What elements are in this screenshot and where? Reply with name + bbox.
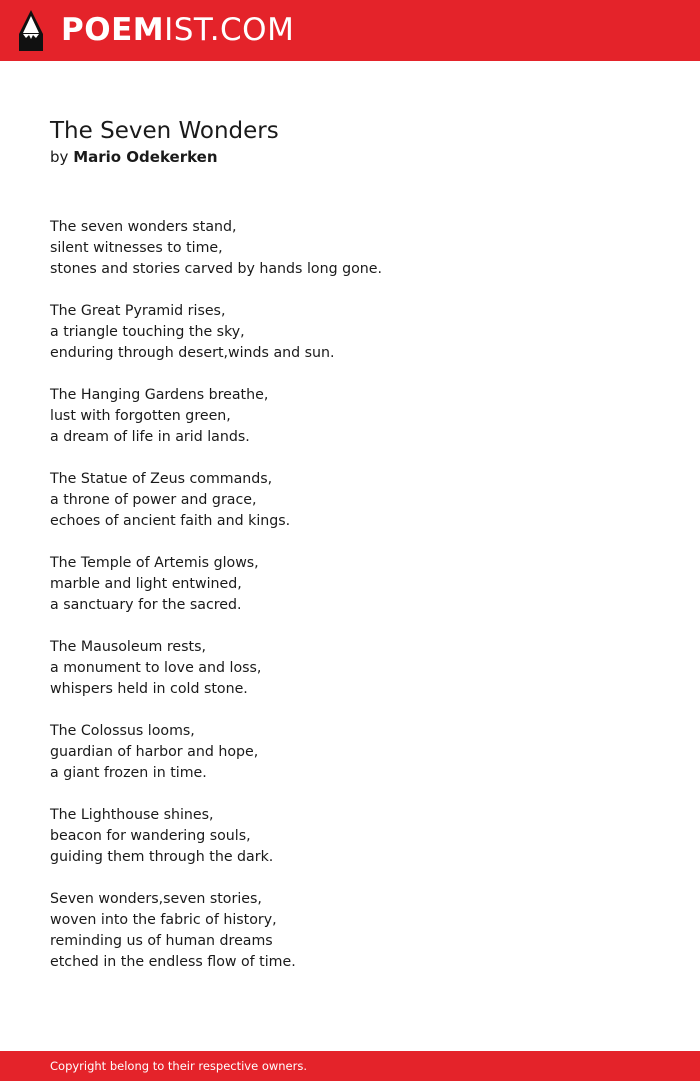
by-label: by (50, 148, 69, 166)
stanza (50, 805, 650, 868)
stanza (50, 889, 650, 973)
poem-line: a giant frozen in time. (50, 765, 207, 781)
site-logo[interactable] (61, 10, 294, 50)
poem-line: marble and light entwined, (50, 576, 242, 592)
poem-line: a monument to love and loss, (50, 660, 262, 676)
poem-line: The Great Pyramid rises, (50, 303, 226, 319)
poem-line: whispers held in cold stone. (50, 681, 248, 697)
poem-line: guiding them through the dark. (50, 849, 274, 865)
poem-line: a sanctuary for the sacred. (50, 597, 242, 613)
site-footer (0, 1051, 700, 1081)
poem-line: The Mausoleum rests, (50, 639, 206, 655)
poem-line: Seven wonders,seven stories, (50, 891, 262, 907)
poem-line: The Lighthouse shines, (50, 807, 214, 823)
poem-body (50, 217, 650, 973)
stanza (50, 637, 650, 700)
poem-line: etched in the endless flow of time. (50, 954, 296, 970)
copyright-text: Copyright belong to their respective owners. (50, 1059, 308, 1073)
poem-line: stones and stories carved by hands long gone. (50, 261, 383, 277)
poem-line: The Colossus looms, (50, 723, 195, 739)
pen-nib-icon[interactable] (18, 10, 44, 51)
stanza (50, 469, 650, 532)
poem-line: The Temple of Artemis glows, (50, 555, 259, 571)
author-name: Mario Odekerken (73, 148, 218, 166)
poem-line: woven into the fabric of history, (50, 912, 277, 928)
poem-line: The seven wonders stand, (50, 219, 237, 235)
stanza (50, 217, 650, 280)
byline (50, 146, 650, 168)
stanza (50, 553, 650, 616)
site-header (0, 0, 700, 61)
logo-text-bold: POEM (61, 12, 165, 48)
poem-content (50, 116, 650, 994)
poem-line: lust with forgotten green, (50, 408, 231, 424)
poem-title: The Seven Wonders (50, 118, 279, 144)
poem-line: guardian of harbor and hope, (50, 744, 259, 760)
stanza (50, 721, 650, 784)
poem-line: The Hanging Gardens breathe, (50, 387, 269, 403)
logo-text-light: IST.COM (164, 12, 295, 48)
poem-line: a dream of life in arid lands. (50, 429, 250, 445)
poem-line: The Statue of Zeus commands, (50, 471, 273, 487)
poem-line: enduring through desert,winds and sun. (50, 345, 335, 361)
poem-line: echoes of ancient faith and kings. (50, 513, 291, 529)
poem-line: beacon for wandering souls, (50, 828, 251, 844)
poem-line: reminding us of human dreams (50, 933, 273, 949)
poem-line: a triangle touching the sky, (50, 324, 245, 340)
poem-line: a throne of power and grace, (50, 492, 257, 508)
stanza (50, 301, 650, 364)
stanza (50, 385, 650, 448)
poem-line: silent witnesses to time, (50, 240, 223, 256)
